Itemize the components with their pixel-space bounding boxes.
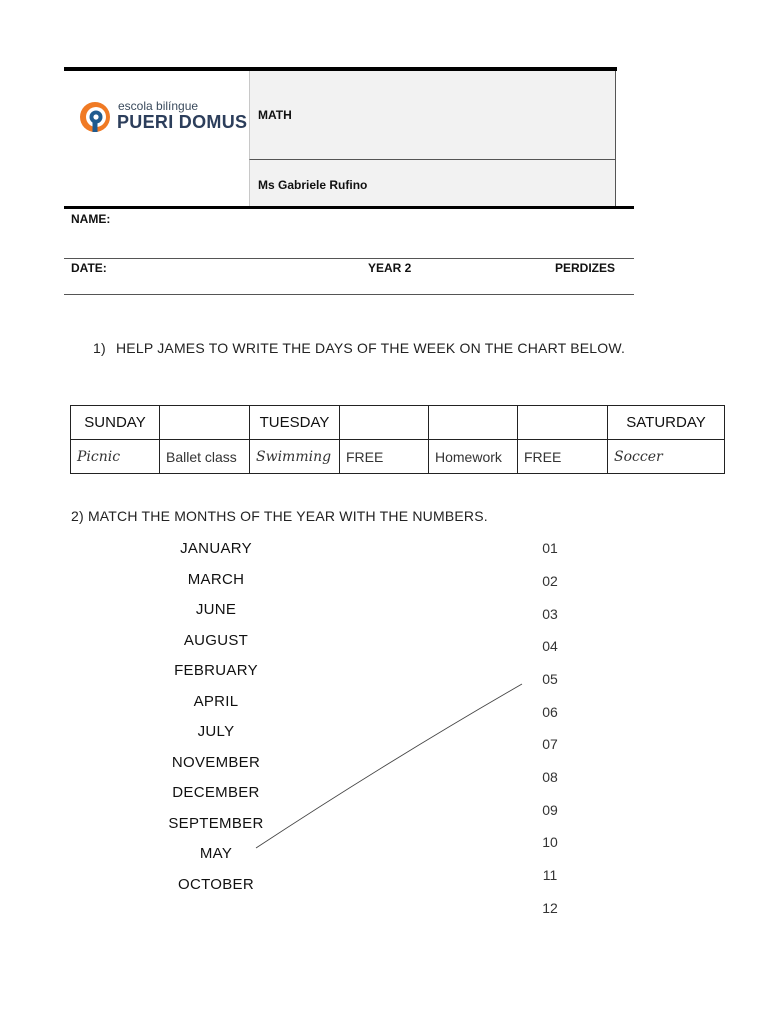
month-label[interactable]: SEPTEMBER: [168, 815, 264, 832]
header-bottom-rule: [64, 206, 634, 209]
subject-cell: [249, 71, 616, 159]
days-row: [71, 406, 725, 440]
day-cell[interactable]: [429, 406, 518, 440]
activity-cell: Picnic: [71, 440, 160, 474]
day-cell[interactable]: [160, 406, 250, 440]
activities-row: [71, 440, 725, 474]
number-label[interactable]: 11: [542, 867, 558, 883]
month-label[interactable]: MARCH: [187, 571, 245, 588]
number-label[interactable]: 06: [542, 704, 558, 720]
school-logo-icon: [78, 100, 112, 134]
activity-cell: Homework: [429, 440, 518, 474]
month-label[interactable]: FEBRUARY: [174, 662, 258, 679]
days-of-week-table: [70, 405, 725, 474]
day-cell[interactable]: [340, 406, 429, 440]
teacher-name: Ms Gabriele Rufino: [258, 178, 368, 192]
year-label: YEAR 2: [368, 261, 412, 275]
month-label[interactable]: JANUARY: [180, 540, 252, 557]
name-line: [64, 258, 634, 259]
month-label[interactable]: AUGUST: [183, 632, 249, 649]
number-label[interactable]: 09: [542, 802, 558, 818]
logo-tagline: escola bilíngue: [118, 99, 199, 113]
month-label[interactable]: NOVEMBER: [171, 754, 261, 771]
activity-cell: Swimming: [250, 440, 340, 474]
logo-wordmark: PUERI DOMUS: [117, 112, 248, 132]
number-label[interactable]: 04: [542, 638, 558, 654]
question-1-text: HELP JAMES TO WRITE THE DAYS OF THE WEEK ON THE CHART BELOW.: [116, 340, 626, 356]
date-label: DATE:: [71, 261, 107, 275]
campus-label: PERDIZES: [555, 261, 616, 275]
activity-cell: Ballet class: [160, 440, 250, 474]
date-line: [64, 294, 634, 295]
month-label[interactable]: DECEMBER: [172, 784, 260, 801]
activity-cell: Soccer: [608, 440, 725, 474]
month-label[interactable]: JULY: [197, 723, 235, 740]
month-label[interactable]: MAY: [199, 845, 233, 862]
teacher-cell: [249, 159, 616, 207]
subject-title: MATH: [258, 108, 292, 122]
day-cell[interactable]: SUNDAY: [71, 406, 160, 440]
question-1-number: 1): [93, 340, 106, 356]
day-cell[interactable]: [518, 406, 608, 440]
month-label[interactable]: OCTOBER: [177, 876, 254, 893]
activity-cell: FREE: [340, 440, 429, 474]
number-label[interactable]: 01: [542, 540, 558, 556]
activity-cell: FREE: [518, 440, 608, 474]
name-label: NAME:: [71, 212, 111, 226]
number-label[interactable]: 05: [542, 671, 558, 687]
month-label[interactable]: APRIL: [193, 693, 239, 710]
number-label[interactable]: 12: [542, 900, 558, 916]
number-label[interactable]: 10: [542, 834, 558, 850]
number-label[interactable]: 03: [542, 606, 558, 622]
number-label[interactable]: 07: [542, 736, 558, 752]
logo-cell: [64, 71, 249, 207]
month-label[interactable]: JUNE: [195, 601, 237, 618]
day-cell[interactable]: SATURDAY: [608, 406, 725, 440]
number-label[interactable]: 02: [542, 573, 558, 589]
number-label[interactable]: 08: [542, 769, 558, 785]
day-cell[interactable]: TUESDAY: [250, 406, 340, 440]
question-2-text: 2) MATCH THE MONTHS OF THE YEAR WITH THE NUMBERS.: [71, 508, 488, 524]
